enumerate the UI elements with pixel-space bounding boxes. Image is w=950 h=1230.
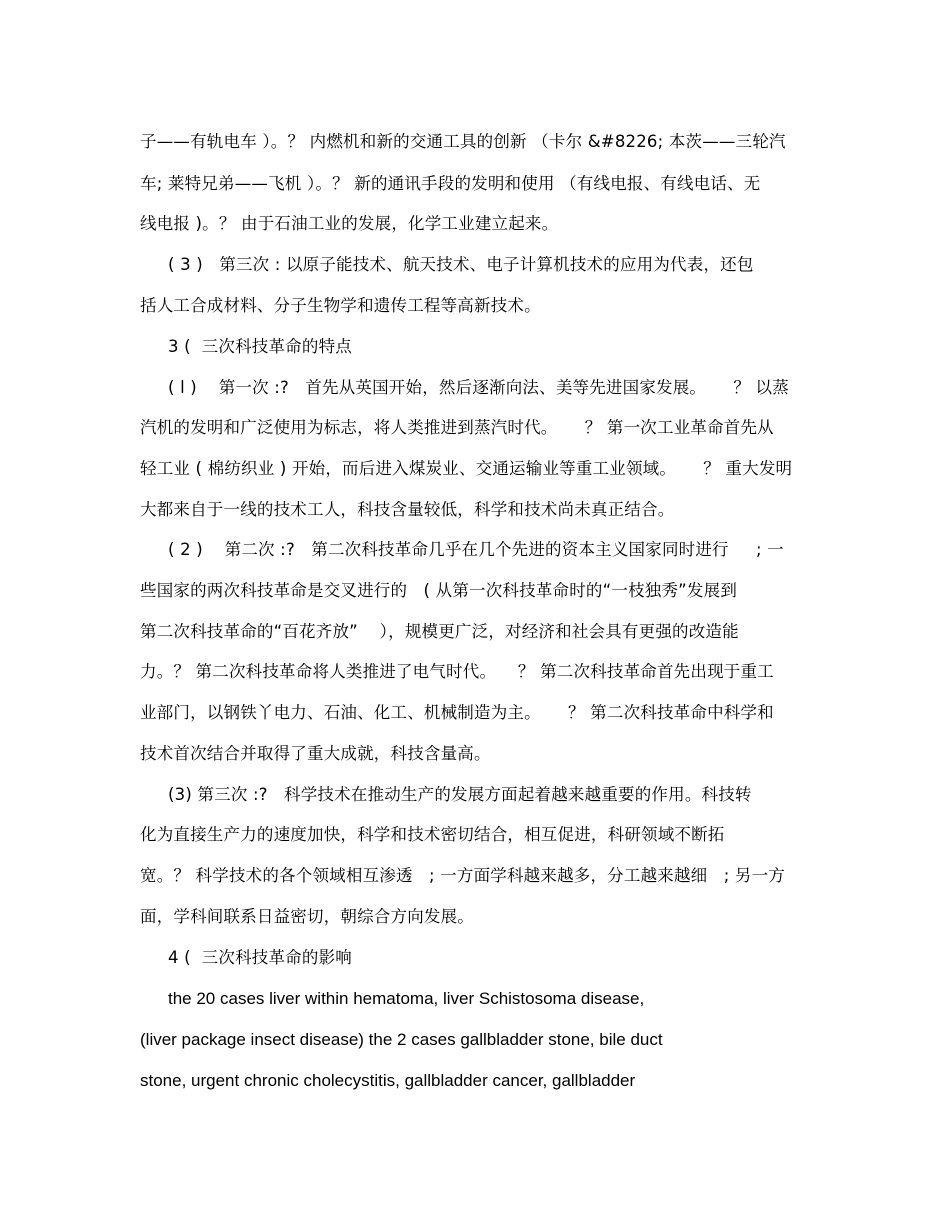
section-heading: 3 ( 三次科技革命的特点 [168,337,352,356]
text-line: ( l ) 第一次 :? 首先从英国开始，然后逐渐向法、美等先进国家发展。 ？ 以蒸 [168,378,789,397]
text-line: 子——有轨电车 ）。？ 内燃机和新的交通工具的创新 （卡尔 &#8226; 本茨——三轮汽 [140,132,786,151]
text-line: 括人工合成材料、分子生物学和遗传工程等高新技术。 [140,296,541,315]
english-text-line: the 20 cases liver within hematoma, liver Schistosoma disease, [168,989,645,1008]
text-line: 汽机的发明和广泛使用为标志，将人类推进到蒸汽时代。 ？ 第一次工业革命首先从 [140,418,774,437]
text-line: ( 3 ) 第三次 : 以原子能技术、航天技术、电子计算机技术的应用为代表，还包 [168,255,754,274]
section-heading: 4 ( 三次科技革命的影响 [168,948,352,967]
text-line: 轻工业 ( 棉纺织业 ) 开始，而后进入煤炭业、交通运输业等重工业领域。 ？ 重大发明 [140,459,793,478]
text-line: 技术首次结合并取得了重大成就，科技含量高。 [140,744,491,763]
text-line: 化为直接生产力的速度加快，科学和技术密切结合，相互促进，科研领域不断拓 [140,825,725,844]
text-line: 业部门，以钢铁丫电力、石油、化工、机械制造为主。 ？ 第二次科技革命中科学和 [140,703,774,722]
english-text-line: (liver package insect disease) the 2 cases gallbladder stone, bile duct [140,1030,663,1049]
text-line: (3) 第三次 :? 科学技术在推动生产的发展方面起着越来越重要的作用。科技转 [168,785,752,804]
text-line: 大都来自于一线的技术工人，科技含量较低，科学和技术尚未真正结合。 [140,500,675,519]
text-line: 力。？ 第二次科技革命将人类推进了电气时代。 ？ 第二次科技革命首先出现于重工 [140,662,774,681]
text-line: 第二次科技革命的“百花齐放” ），规模更广泛，对经济和社会具有更强的改造能 [140,622,739,641]
text-line: ( 2 ) 第二次 :? 第二次科技革命几乎在几个先进的资本主义国家同时进行 ; 一 [168,540,784,559]
text-line: 车; 莱特兄弟——飞机 ）。？ 新的通讯手段的发明和使用 （有线电报、有线电话、无 [140,174,761,193]
text-line: 些国家的两次科技革命是交叉进行的 ( 从第一次科技革命时的“一枝独秀”发展到 [140,581,738,600]
text-line: 线电报 )。？ 由于石油工业的发展，化学工业建立起来。 [140,214,559,233]
text-line: 面，学科间联系日益密切，朝综合方向发展。 [140,907,474,926]
text-line: 宽。？ 科学技术的各个领域相互渗透 ; 一方面学科越来越多，分工越来越细 ; 另一方 [140,866,786,885]
english-text-line: stone, urgent chronic cholecystitis, gallbladder cancer, gallbladder [140,1071,636,1090]
